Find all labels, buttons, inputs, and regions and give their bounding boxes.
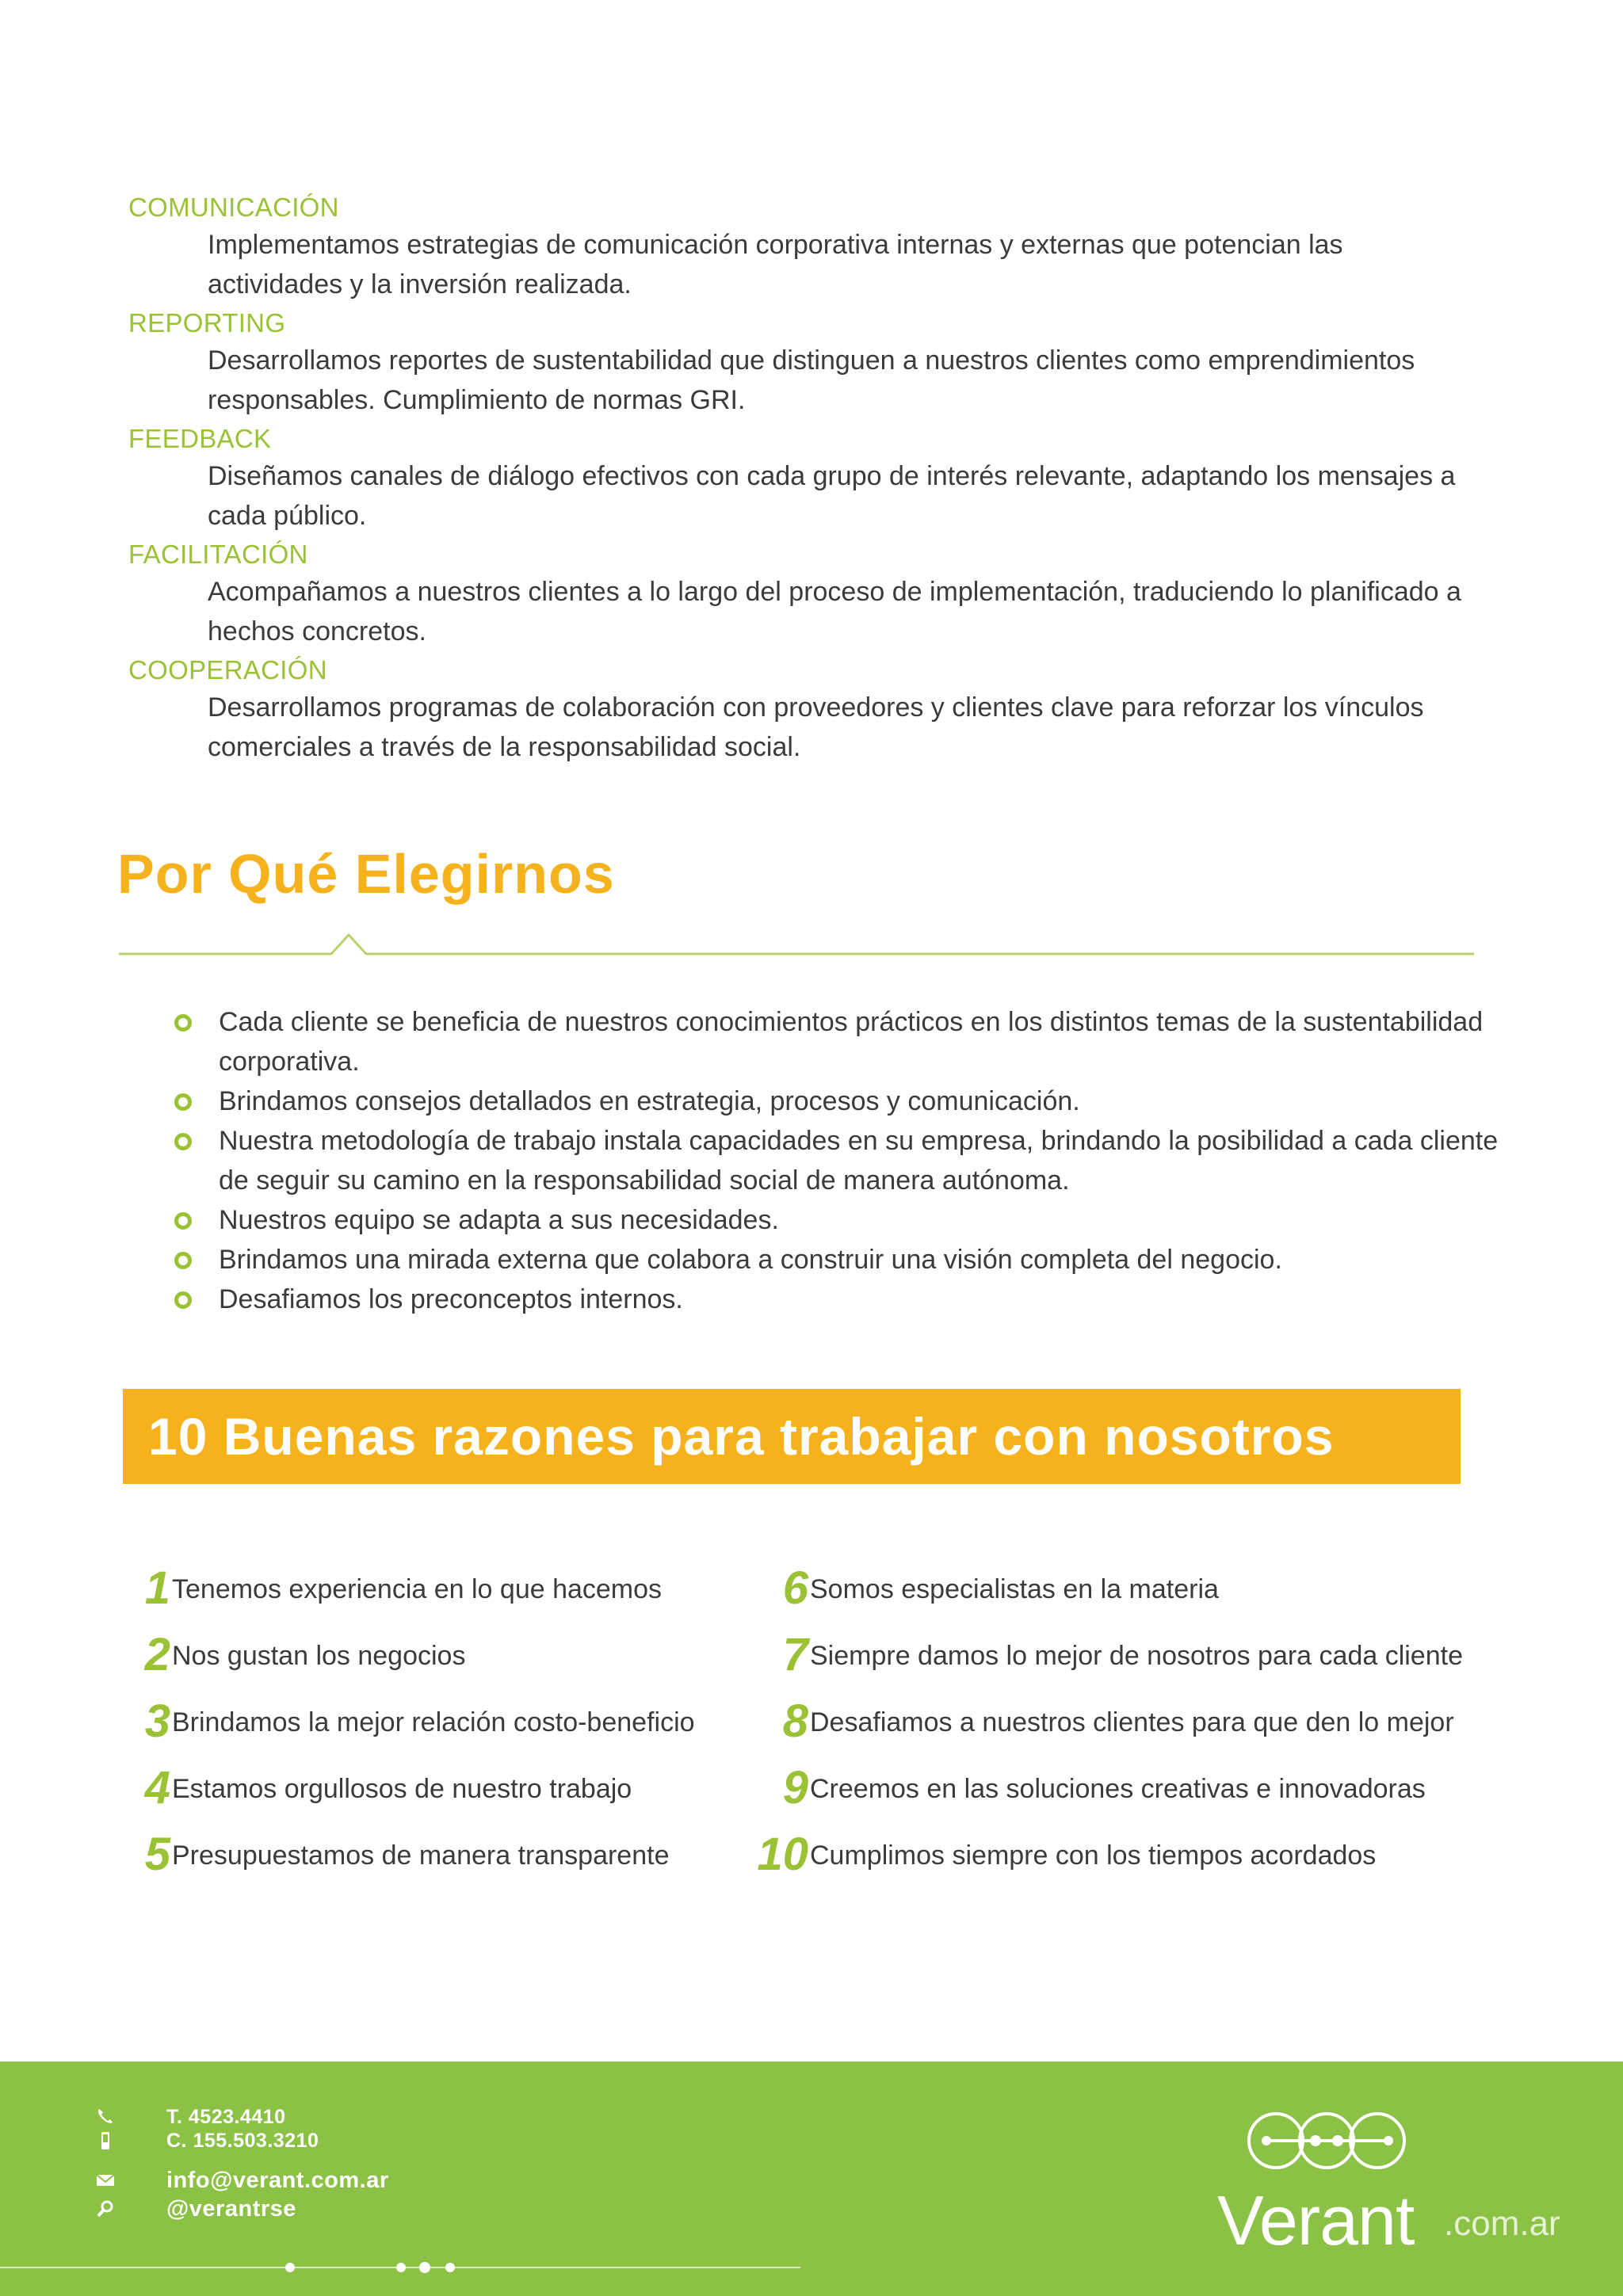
reasons-heading: 10 Buenas razones para trabajar con nosotros — [148, 1407, 1335, 1466]
why-choose-us-heading: Por Qué Elegirnos — [117, 843, 615, 905]
bullet-icon — [174, 1212, 192, 1230]
service-title: COMUNICACIÓN — [128, 193, 339, 222]
reason-item — [123, 1827, 836, 1882]
reasons-banner — [123, 1389, 1461, 1484]
cell-number[interactable]: C. 155.503.3210 — [166, 2130, 319, 2152]
bullet-icon — [174, 1093, 192, 1111]
service-title: COOPERACIÓN — [128, 655, 327, 685]
section-divider — [119, 919, 1476, 957]
list-item — [173, 1002, 1504, 1081]
reason-item — [761, 1561, 1474, 1616]
service-title: FACILITACIÓN — [128, 540, 308, 569]
reason-item — [123, 1627, 836, 1683]
bullet-icon — [174, 1291, 192, 1309]
reason-item — [123, 1561, 836, 1616]
reason-text: Presupuestamos de manera transparente — [172, 1840, 670, 1871]
list-item-text: Cada cliente se beneficia de nuestros conocimientos prácticos en los distintos temas de la sustentabilidad corporativa. — [219, 1007, 1484, 1077]
envelope-icon — [95, 2170, 116, 2191]
reason-text: Estamos orgullosos de nuestro trabajo — [172, 1774, 632, 1804]
service-description: Desarrollamos reportes de sustentabilidad que distinguen a nuestros clientes como emprendimientos responsables. Cumplimiento de normas GRI. — [208, 345, 1415, 415]
service-title: REPORTING — [128, 308, 286, 338]
service-item — [128, 421, 1476, 536]
reason-number: 1 — [144, 1562, 170, 1614]
reason-text: Brindamos la mejor relación costo-beneficio — [172, 1707, 695, 1737]
email-link[interactable]: info@verant.com.ar — [166, 2168, 389, 2193]
reason-text: Creemos en las soluciones creativas e innovadoras — [810, 1774, 1426, 1804]
service-title: FEEDBACK — [128, 424, 272, 453]
reason-text: Somos especialistas en la materia — [810, 1574, 1219, 1604]
service-description: Desarrollamos programas de colaboración con proveedores y clientes clave para reforzar los vínculos comerciales a través de la responsabilidad social. — [208, 692, 1424, 762]
reason-number: 2 — [144, 1629, 170, 1680]
reason-item — [761, 1627, 1474, 1683]
service-item — [128, 190, 1476, 304]
verant-logo-mark — [1244, 2109, 1411, 2172]
list-item — [173, 1121, 1504, 1200]
reason-item — [761, 1694, 1474, 1749]
reason-item — [123, 1760, 836, 1816]
reason-number: 4 — [144, 1762, 170, 1814]
phone-number[interactable]: T. 4523.4410 — [166, 2106, 286, 2128]
phone-icon — [95, 2107, 116, 2127]
list-item — [173, 1240, 1504, 1280]
reason-text: Cumplimos siempre con los tiempos acordados — [810, 1840, 1377, 1871]
bullet-icon — [174, 1014, 192, 1032]
list-item — [173, 1280, 1504, 1319]
service-description: Implementamos estrategias de comunicación corporativa internas y externas que potencian las actividades y la inversión realizada. — [208, 230, 1343, 299]
reason-item — [123, 1694, 836, 1749]
social-handle[interactable]: @verantrse — [166, 2196, 296, 2222]
reason-number: 8 — [782, 1695, 808, 1747]
reason-text: Desafiamos a nuestros clientes para que den lo mejor — [810, 1707, 1454, 1737]
reason-number: 9 — [782, 1762, 808, 1814]
brand-domain: .com.ar — [1444, 2204, 1560, 2243]
list-item-text: Nuestros equipo se adapta a sus necesidades. — [219, 1205, 779, 1235]
list-item-text: Brindamos una mirada externa que colabora a construir una visión completa del negocio. — [219, 1245, 1282, 1275]
bullet-icon — [174, 1133, 192, 1150]
reason-text: Siempre damos lo mejor de nosotros para cada cliente — [810, 1641, 1463, 1671]
service-description: Acompañamos a nuestros clientes a lo largo del proceso de implementación, traduciendo lo planificado a hechos concretos. — [208, 577, 1461, 646]
reason-number: 5 — [144, 1829, 170, 1880]
reason-number: 10 — [757, 1829, 808, 1880]
service-item — [128, 306, 1476, 420]
reason-number: 7 — [782, 1629, 808, 1680]
list-item-text: Desafiamos los preconceptos internos. — [219, 1284, 683, 1314]
reason-item — [757, 1827, 1474, 1882]
footer-dotted-line — [0, 2260, 808, 2275]
reason-item — [761, 1760, 1474, 1816]
reason-text: Tenemos experiencia en lo que hacemos — [172, 1574, 663, 1604]
list-item-text: Nuestra metodología de trabajo instala capacidades en su empresa, brindando la posibilidad a cada cliente de seguir su camino en la responsabilidad social de manera autónoma. — [219, 1126, 1499, 1196]
why-choose-us-list — [173, 1002, 1504, 1319]
search-icon — [95, 2199, 116, 2219]
services-section — [128, 190, 1476, 769]
footer — [0, 2061, 1623, 2296]
reason-number: 6 — [782, 1562, 808, 1614]
service-item — [128, 537, 1476, 651]
list-item — [173, 1200, 1504, 1240]
service-item — [128, 653, 1476, 767]
service-description: Diseñamos canales de diálogo efectivos con cada grupo de interés relevante, adaptando los mensajes a cada público. — [208, 461, 1456, 531]
list-item-text: Brindamos consejos detallados en estrategia, procesos y comunicación. — [219, 1086, 1080, 1116]
mobile-icon — [95, 2130, 116, 2151]
brand-name: Verant — [1217, 2181, 1415, 2260]
reason-text: Nos gustan los negocios — [172, 1641, 466, 1671]
bullet-icon — [174, 1252, 192, 1269]
list-item — [173, 1081, 1504, 1121]
reason-number: 3 — [144, 1695, 170, 1747]
